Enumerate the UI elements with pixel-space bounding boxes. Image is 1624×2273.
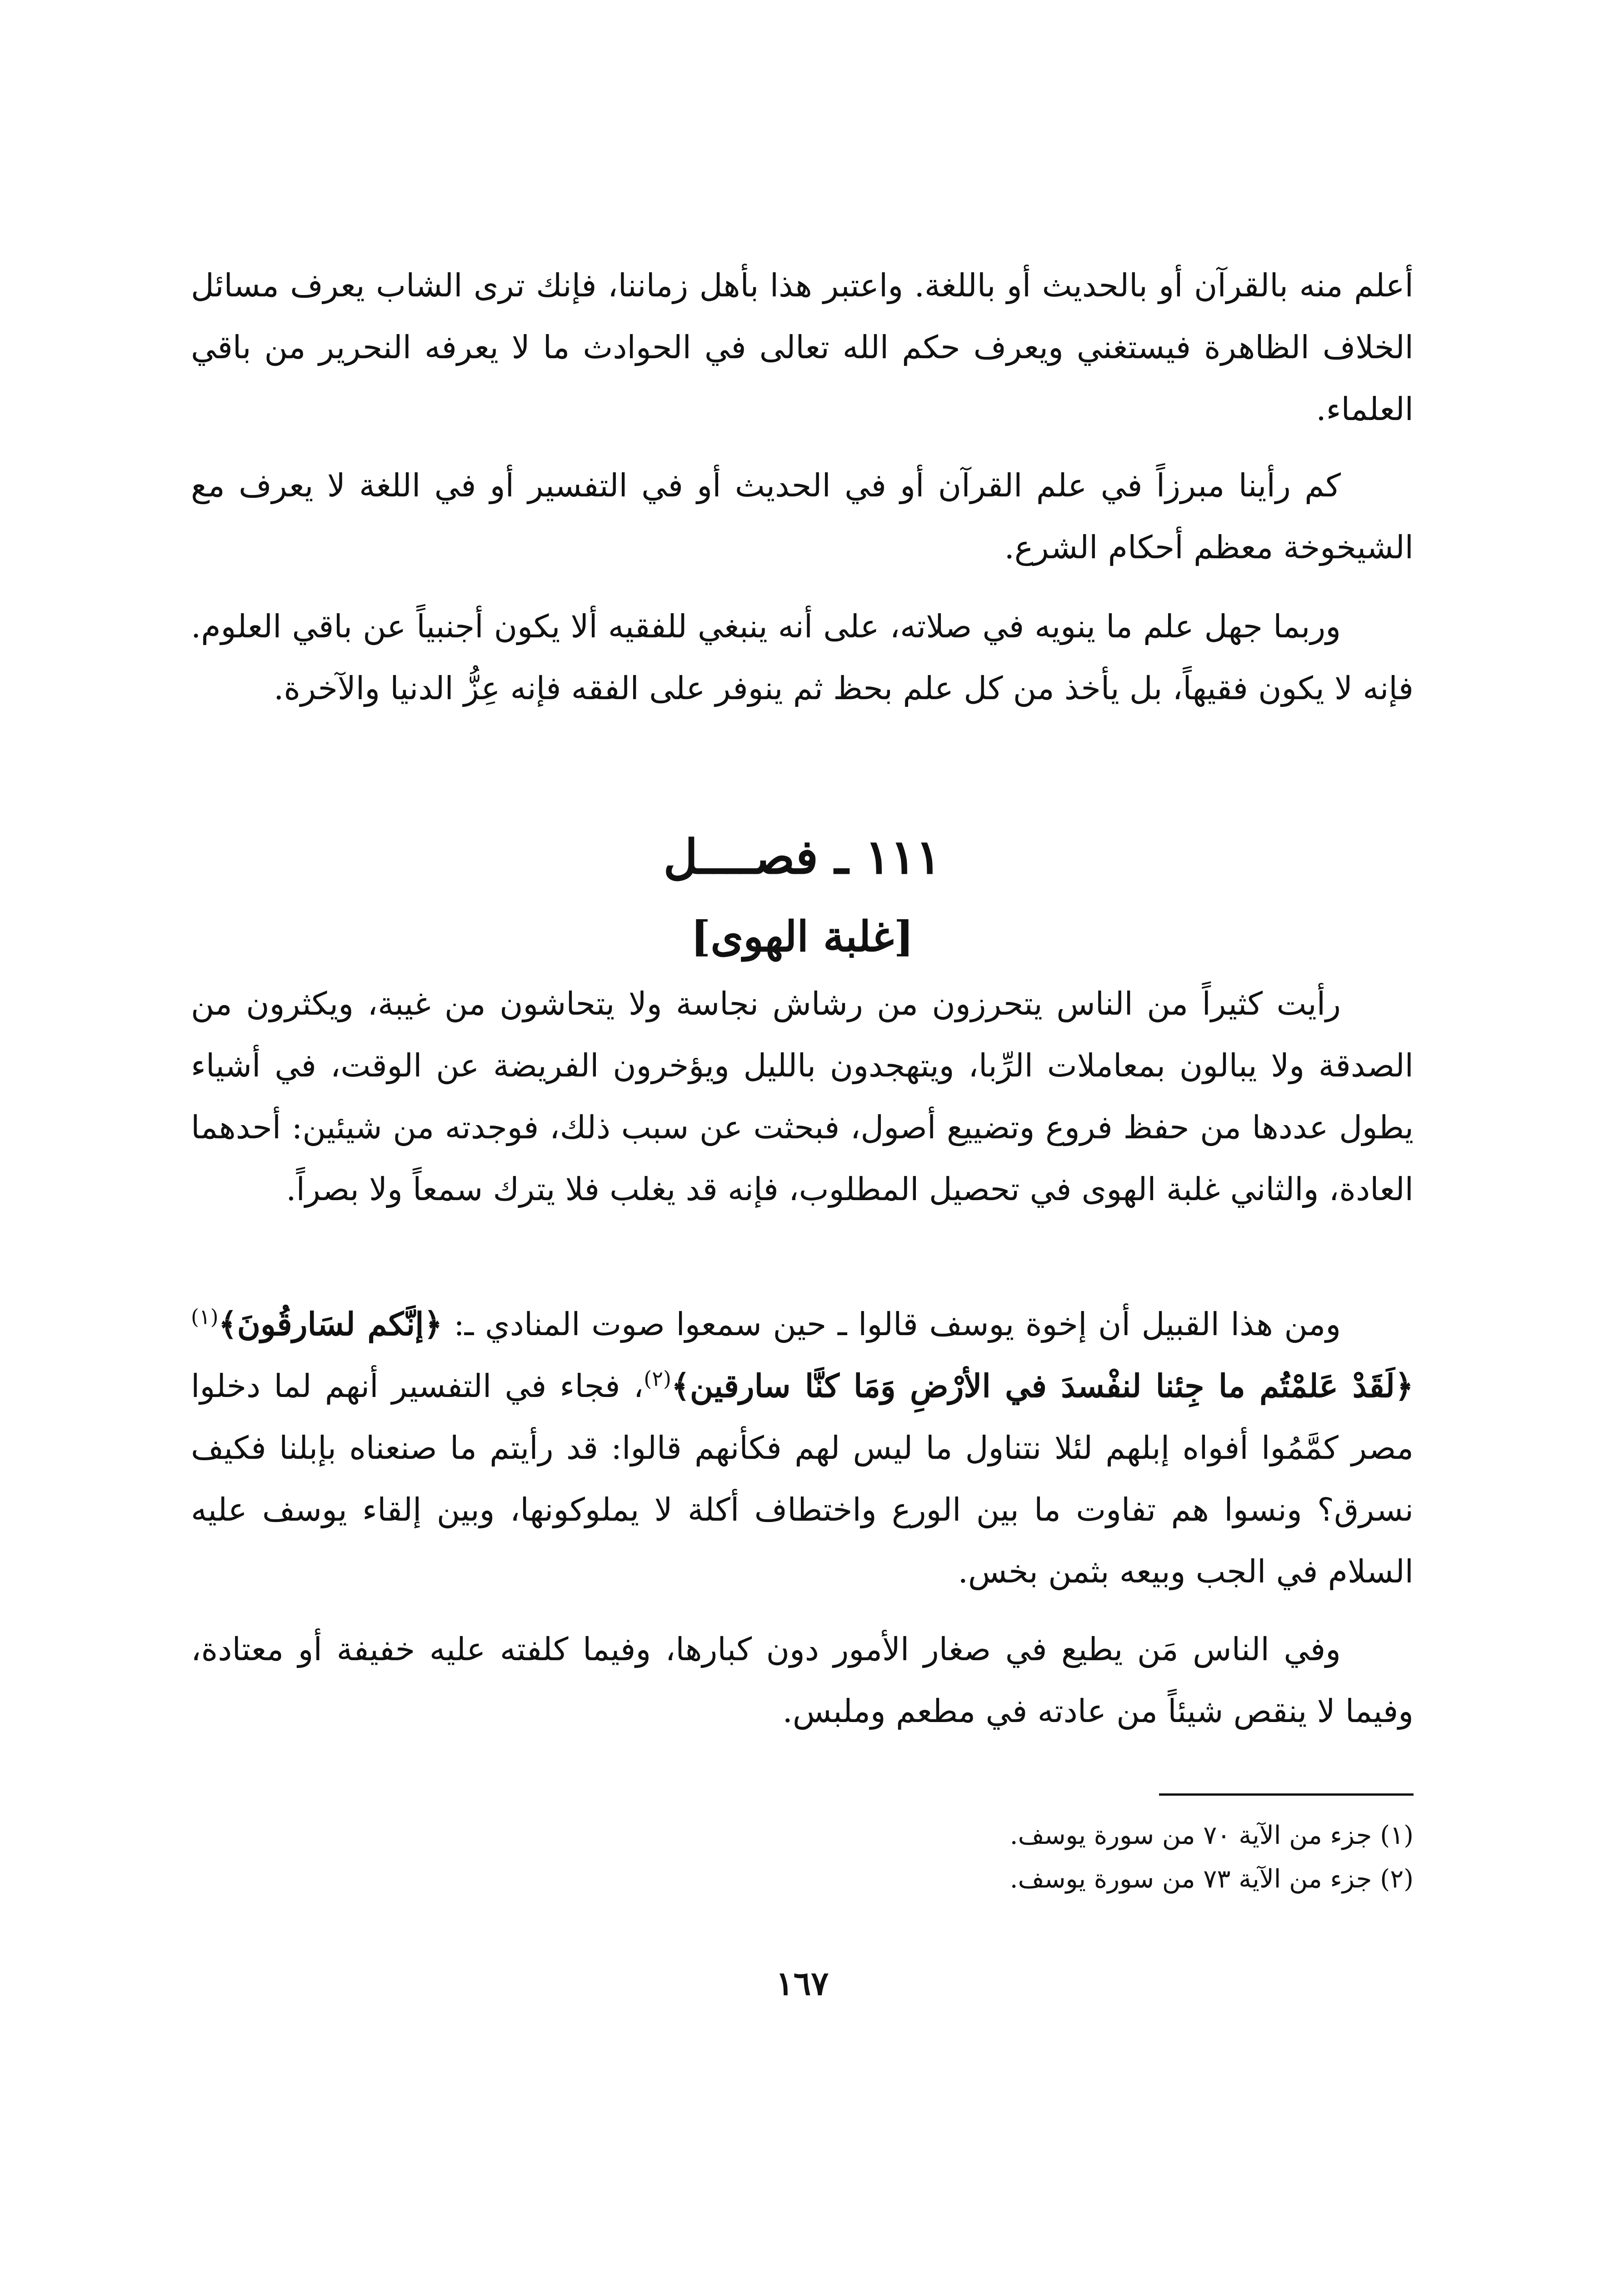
footnote-marker-1: (١) bbox=[191, 1304, 219, 1329]
paragraph-3: وربما جهل علم ما ينويه في صلاته، على أنه ينبغي للفقيه ألا يكون أجنبياً عن باقي العلوم. فإنه لا يكون فقيهاً، بل يأخذ من كل علم بحظ ثم ينوفر على الفقه فإنه عِزُّ الدنيا والآخرة. bbox=[191, 608, 1414, 707]
footnote-1: (١) جزء من الآية ٧٠ من سورة يوسف. bbox=[1009, 1821, 1414, 1850]
footnote-divider bbox=[1159, 1793, 1414, 1796]
book-page bbox=[191, 255, 1414, 2164]
quran-verse-2: ﴿لَقَدْ عَلمْتُم ما جِئنا لنفْسدَ في الأرْضِ وَمَا كنَّا سارقين﴾ bbox=[671, 1367, 1414, 1405]
paragraph-1: أعلم منه بالقرآن أو بالحديث أو باللغة. واعتبر هذا بأهل زماننا، فإنك ترى الشاب يعرف مسائل الخلاف الظاهرة فيستغني ويعرف حكم الله تعالى في الحوادث ما لا يعرفه النحرير من باقي العلماء. bbox=[191, 267, 1414, 428]
page-number: ١٦٧ bbox=[775, 1964, 829, 2003]
quran-verse-1: ﴿إنَّكم لسَارقُونَ﴾ bbox=[218, 1305, 443, 1343]
section-title: ١١١ ـ فصــــل bbox=[663, 829, 941, 885]
paragraph-2: كم رأينا مبرزاً في علم القرآن أو في الحديث أو في التفسير أو في اللغة لا يعرف مع الشيخوخة معظم أحكام الشرع. bbox=[191, 467, 1414, 566]
paragraph-4: رأيت كثيراً من الناس يتحرزون من رشاش نجاسة ولا يتحاشون من غيبة، ويكثرون من الصدقة ولا يبالون بمعاملات الرِّبا، ويتهجدون بالليل ويؤخرون الفريضة عن الوقت، في أشياء يطول عددها من حفظ فروع وتضييع أصول، فبحثت عن سبب ذلك، فوجدته من شيئين: أحدهما العادة، والثاني غلبة الهوى في تحصيل المطلوب، فإنه قد يغلب فلا يترك سمعاً ولا بصراً. bbox=[191, 985, 1414, 1208]
paragraph-5-intro: ومن هذا القبيل أن إخوة يوسف قالوا ـ حين سمعوا صوت المنادي ـ: bbox=[442, 1306, 1341, 1343]
paragraph-5 bbox=[191, 1293, 1414, 1602]
footnote-2: (٢) جزء من الآية ٧٣ من سورة يوسف. bbox=[1009, 1864, 1414, 1894]
paragraph-5-rest: ، فجاء في التفسير أنهم لما دخلوا مصر كمَّمُوا أفواه إبلهم لئلا نتناول ما ليس لهم فكأنهم قالوا: قد رأيتم ما صنعناه بإبلنا فكيف نسرق؟ ونسوا هم تفاوت ما بين الورع واختطاف أكلة لا يملوكونها، وبين إلقاء يوسف عليه السلام في الجب وبيعه بثمن بخس. bbox=[191, 1367, 1414, 1590]
section-subtitle: [غلبة الهوى] bbox=[690, 912, 914, 961]
paragraph-6: وفي الناس مَن يطيع في صغار الأمور دون كبارها، وفيما كلفته عليه خفيفة أو معتادة، وفيما لا ينقص شيئاً من عادته في مطعم وملبس. bbox=[191, 1631, 1414, 1730]
footnotes bbox=[191, 1814, 1414, 1901]
footnote-marker-2: (٢) bbox=[644, 1366, 671, 1391]
